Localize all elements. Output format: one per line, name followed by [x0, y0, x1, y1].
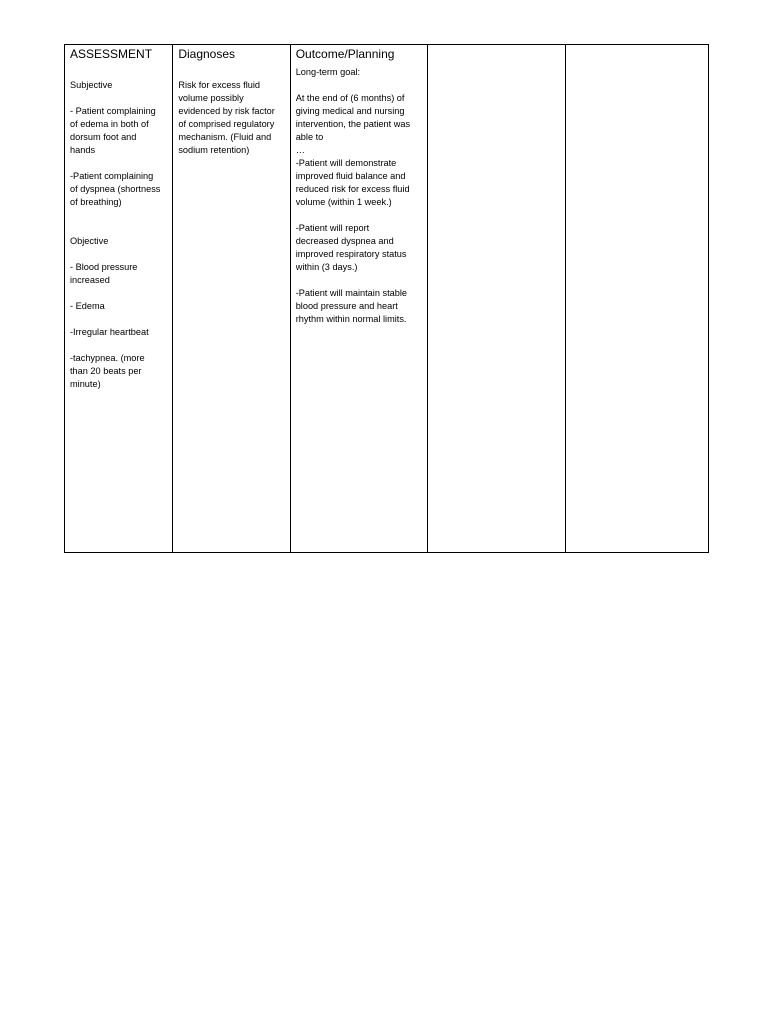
subjective-item: dorsum foot and: [70, 132, 137, 142]
outcome-item: rhythm within normal limits.: [295, 314, 407, 324]
diagnoses-column: [173, 45, 290, 553]
subjective-item: of edema in both of: [70, 119, 149, 129]
outcome-item: within (3 days.): [295, 262, 358, 272]
objective-label: Objective: [70, 236, 109, 246]
goal-intro: able to: [295, 132, 324, 142]
diagnosis-text: sodium retention): [178, 145, 250, 155]
outcome-item: blood pressure and heart: [295, 301, 398, 311]
subjective-item: -Patient complaining: [70, 171, 154, 181]
goal-intro: …: [295, 145, 305, 155]
diagnosis-text: volume possibly: [178, 93, 244, 103]
outcome-item: reduced risk for excess fluid: [295, 184, 410, 194]
outcome-item: decreased dyspnea and: [295, 236, 394, 246]
empty-column-4: [428, 45, 565, 553]
assessment-column: [65, 45, 173, 553]
diagnosis-text: Risk for excess fluid: [178, 80, 261, 90]
column-5-header: [571, 47, 703, 62]
outcome-planning-header: Outcome/Planning: [295, 47, 395, 61]
goal-intro: intervention, the patient was: [295, 119, 411, 129]
diagnoses-header: Diagnoses: [178, 47, 236, 61]
diagnosis-text: evidenced by risk factor: [178, 106, 275, 116]
objective-item: increased: [70, 275, 110, 285]
subjective-label: Subjective: [70, 80, 113, 90]
subjective-item: hands: [70, 145, 96, 155]
subjective-item: of dyspnea (shortness: [70, 184, 161, 194]
outcome-item: volume (within 1 week.): [295, 197, 392, 207]
diagnosis-text: mechanism. (Fluid and: [178, 132, 272, 142]
objective-item: -Irregular heartbeat: [70, 327, 149, 337]
objective-item: - Blood pressure: [70, 262, 138, 272]
outcome-item: improved fluid balance and: [295, 171, 406, 181]
goal-intro: At the end of (6 months) of: [295, 93, 405, 103]
objective-item: than 20 beats per: [70, 366, 142, 376]
table-row: [65, 45, 709, 553]
objective-item: -tachypnea. (more: [70, 353, 145, 363]
diagnosis-text: of comprised regulatory: [178, 119, 275, 129]
outcome-item: improved respiratory status: [295, 249, 407, 259]
nursing-care-plan-table: [64, 44, 709, 553]
long-term-goal-label: Long-term goal:: [295, 67, 361, 77]
assessment-header: ASSESSMENT: [70, 47, 153, 61]
subjective-item: - Patient complaining: [70, 106, 156, 116]
column-4-header: [433, 47, 559, 62]
outcome-item: -Patient will maintain stable: [295, 288, 408, 298]
outcome-planning-column: [290, 45, 427, 553]
subjective-item: of breathing): [70, 197, 122, 207]
goal-intro: giving medical and nursing: [295, 106, 405, 116]
outcome-item: -Patient will report: [295, 223, 370, 233]
empty-column-5: [565, 45, 708, 553]
outcome-item: -Patient will demonstrate: [295, 158, 397, 168]
objective-item: minute): [70, 379, 101, 389]
objective-item: - Edema: [70, 301, 105, 311]
